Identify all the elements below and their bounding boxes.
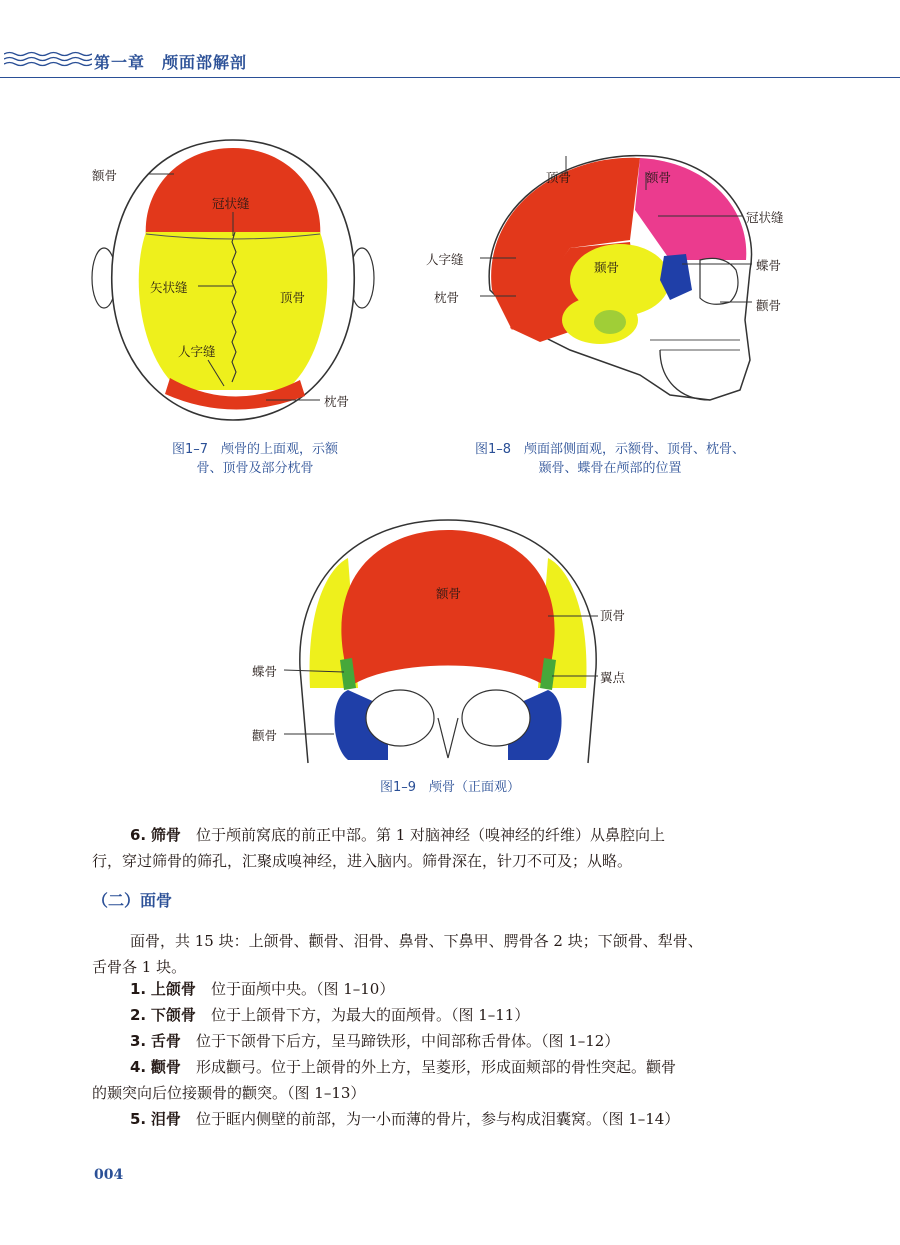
item-term: 舌骨 [150, 1032, 181, 1050]
fig7-label-frontal: 额骨 [92, 168, 118, 183]
fig9-label-sphenoid: 蝶骨 [252, 664, 278, 679]
item-text: 位于面颅中央。（图 1–10） [210, 980, 395, 998]
fig7-label-sagittal: 矢状缝 [150, 280, 188, 295]
fig8-label-sphenoid: 蝶骨 [756, 258, 782, 273]
skull-top-view-illustration [90, 128, 390, 428]
fig7-label-occipital: 枕骨 [324, 394, 350, 409]
skull-frontal-view-illustration [248, 508, 648, 766]
fig7-caption-line2: 骨、顶骨及部分枕骨 [196, 461, 314, 476]
chapter-title: 第一章 颅面部解剖 [94, 53, 248, 72]
item-text: 位于颅前窝底的前正中部。第 1 对脑神经（嗅神经的纤维）从鼻腔向上 [195, 826, 666, 844]
item-text: 位于上颌骨下方，为最大的面颅骨。（图 1–11） [210, 1006, 530, 1024]
figure-1-8 [420, 150, 800, 430]
fig7-label-lambdoid: 人字缝 [178, 344, 216, 359]
fig7-caption [140, 440, 370, 478]
item-number: 5. [130, 1110, 147, 1128]
item-number: 1. [130, 980, 147, 998]
item-number: 4. [130, 1058, 147, 1076]
running-header [0, 48, 900, 72]
intro-line1: 面骨，共 15 块：上颌骨、颧骨、泪骨、鼻骨、下鼻甲、腭骨各 2 块；下颌骨、犁骨、 [130, 932, 703, 950]
figure-1-9 [248, 508, 648, 766]
paragraph-facial-bones-intro [92, 928, 808, 980]
item-term: 筛骨 [150, 826, 181, 844]
list-item [92, 1028, 808, 1054]
fig9-caption: 图1–9 颅骨（正面观） [379, 780, 521, 795]
fig7-caption-line1: 图1–7 颅骨的上面观，示额 [171, 442, 339, 457]
list-item [92, 1106, 808, 1132]
fig9-label-parietal: 顶骨 [600, 608, 626, 623]
item-term: 颧骨 [150, 1058, 181, 1076]
figure-1-7 [90, 128, 390, 428]
item-text-cont: 行，穿过筛骨的筛孔，汇聚成嗅神经，进入脑内。筛骨深在，针刀不可及；从略。 [92, 852, 633, 870]
list-item [92, 976, 808, 1002]
fig8-label-lambdoid: 人字缝 [426, 252, 464, 267]
fig8-label-parietal: 顶骨 [546, 170, 572, 185]
list-item [92, 1054, 808, 1080]
fig8-label-coronal: 冠状缝 [746, 210, 784, 225]
fig8-caption-line1: 图1–8 颅面部侧面观，示额骨、顶骨、枕骨、 [474, 442, 746, 457]
wave-ornament-icon [4, 51, 92, 69]
item-number: 6. [130, 826, 147, 844]
fig7-label-parietal: 顶骨 [280, 290, 306, 305]
item-text-cont: 的颞突向后位接颞骨的颧突。（图 1–13） [92, 1084, 366, 1102]
facial-bone-list [92, 976, 808, 1132]
fig9-label-pterion: 翼点 [600, 670, 626, 685]
fig8-caption-line2: 颞骨、蝶骨在颅部的位置 [538, 461, 682, 476]
fig9-label-frontal: 额骨 [436, 586, 462, 601]
fig8-caption [450, 440, 770, 478]
fig8-label-frontal: 额骨 [646, 170, 672, 185]
section-title: （二）面骨 [92, 891, 173, 910]
fig7-label-coronal: 冠状缝 [212, 196, 250, 211]
item-text: 形成颧弓。位于上颌骨的外上方，呈菱形，形成面颊部的骨性突起。颧骨 [195, 1058, 676, 1076]
item-number: 3. [130, 1032, 147, 1050]
fig9-label-zygomatic: 颧骨 [252, 728, 278, 743]
page-number: 004 [94, 1167, 124, 1183]
item-term: 下颌骨 [150, 1006, 196, 1024]
item-text: 位于眶内侧壁的前部，为一小而薄的骨片，参与构成泪囊窝。（图 1–14） [195, 1110, 680, 1128]
intro-line2: 舌骨各 1 块。 [92, 958, 187, 976]
list-item [92, 1002, 808, 1028]
fig8-label-occipital: 枕骨 [434, 290, 460, 305]
paragraph-ethmoid [92, 822, 808, 874]
header-rule [0, 77, 900, 78]
fig8-label-temporal: 颞骨 [594, 260, 620, 275]
fig8-label-zygomatic: 颧骨 [756, 298, 782, 313]
item-term: 泪骨 [150, 1110, 181, 1128]
item-term: 上颌骨 [150, 980, 196, 998]
item-text: 位于下颌骨下后方，呈马蹄铁形，中间部称舌骨体。（图 1–12） [195, 1032, 620, 1050]
item-number: 2. [130, 1006, 147, 1024]
skull-lateral-view-illustration [420, 150, 800, 430]
